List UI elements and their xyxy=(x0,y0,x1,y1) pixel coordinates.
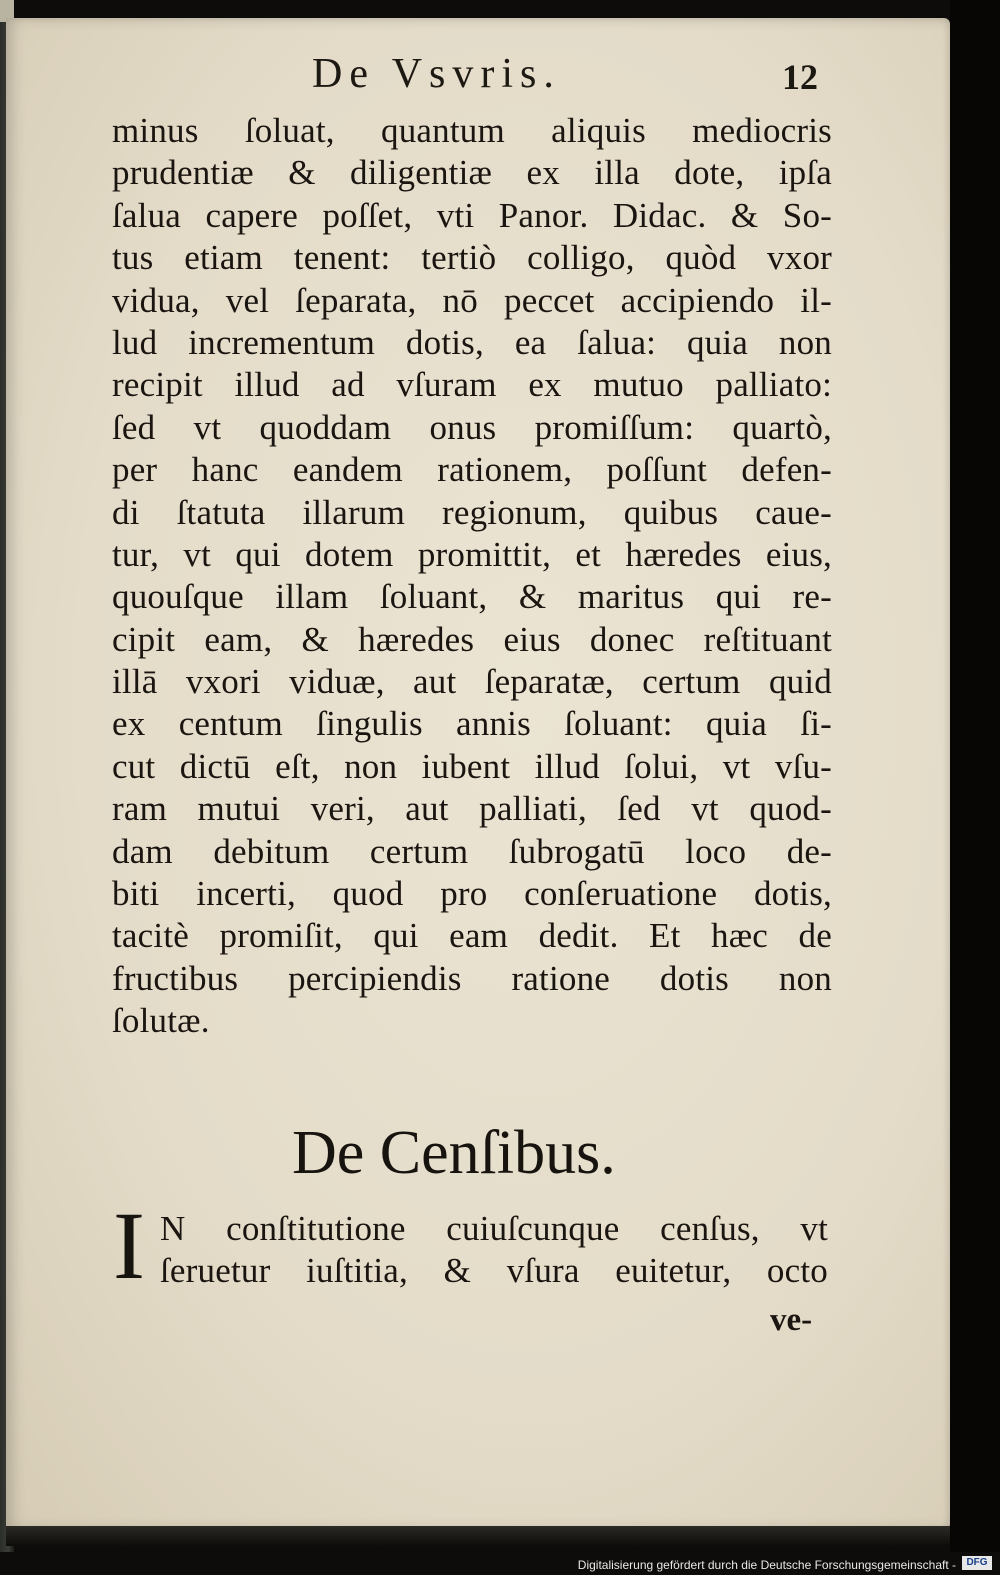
body-line: ex centum ſingulis annis ſoluant: quia ſi- xyxy=(112,704,832,744)
catchword: ve- xyxy=(770,1302,813,1338)
body-line: ram mutui veri, aut palliati, ſed vt quod- xyxy=(112,789,832,829)
body-line: minus ſoluat, quantum aliquis mediocris xyxy=(112,111,832,150)
background-right xyxy=(950,0,1000,1575)
body-line: vidua, vel ſeparata, nō peccet accipiendo il- xyxy=(112,280,832,320)
body-line: ſed vt quoddam onus promiſſum: quartò, xyxy=(112,407,832,447)
body-line: quouſque illam ſoluant, & maritus qui re- xyxy=(112,577,832,617)
body-line: biti incerti, quod pro conſeruatione dotis, xyxy=(112,874,832,914)
dfg-logo: DFG xyxy=(962,1556,992,1570)
body-line: dam debitum certum ſubrogatū loco de- xyxy=(112,831,832,871)
body-line: recipit illud ad vſuram ex mutuo palliato: xyxy=(112,365,832,405)
section-text xyxy=(160,1208,828,1293)
drop-cap: I xyxy=(113,1192,145,1299)
body-line: fructibus percipiendis ratione dotis non xyxy=(112,958,832,998)
section-title: De Cenſibus. xyxy=(292,1119,616,1187)
section-line: ſeruetur iuſtitia, & vſura euitetur, octo xyxy=(160,1251,828,1291)
page-number: 12 xyxy=(782,57,818,97)
body-text xyxy=(112,110,832,1043)
body-line: prudentiæ & diligentiæ ex illa dote, ipſa xyxy=(112,153,832,193)
running-head: De Vsvris. xyxy=(312,51,561,97)
body-line: tacitè promiſit, qui eam dedit. Et hæc de xyxy=(112,916,832,956)
body-line: di ſtatuta illarum regionum, quibus caue- xyxy=(112,492,832,532)
body-line: ſalua capere poſſet, vti Panor. Didac. & So- xyxy=(112,195,832,235)
page-bottom-shadow xyxy=(6,1526,950,1546)
body-line: lud incrementum dotis, ea ſalua: quia non xyxy=(112,322,832,362)
body-line: ſolutæ. xyxy=(112,1001,210,1041)
body-line: per hanc eandem rationem, poſſunt defen- xyxy=(112,450,832,490)
body-line: cut dictū eſt, non iubent illud ſolui, vt vſu- xyxy=(112,746,832,786)
body-line: illā vxori viduæ, aut ſeparatæ, certum quid xyxy=(112,662,832,702)
body-line: cipit eam, & hæredes eius donec reſtituant xyxy=(112,619,832,659)
body-line: tur, vt qui dotem promittit, et hæredes eius, xyxy=(112,534,832,574)
section-line: N conſtitutione cuiuſcunque cenſus, vt xyxy=(160,1209,828,1248)
body-line: tus etiam tenent: tertiò colligo, quòd vxor xyxy=(112,238,832,278)
footer-credit: Digitalisierung gefördert durch die Deutsche Forschungsgemeinschaft - xyxy=(577,1558,956,1572)
